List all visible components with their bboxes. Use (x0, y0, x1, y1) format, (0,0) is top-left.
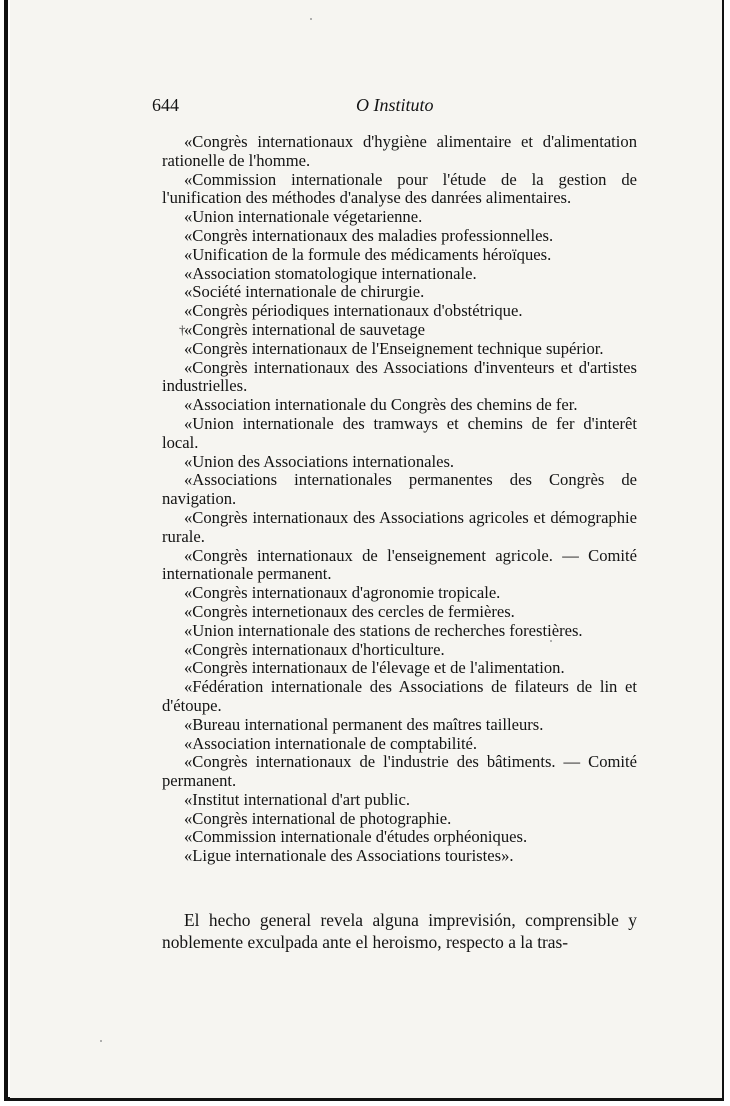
list-item: «Association internationale de comptabilité. (184, 733, 478, 753)
list-item: «Congrès internationaux de l'industrie des bâtiments. — Comité permanent. (162, 752, 637, 791)
list-item: «Associations internationales permanentes des Congrès de navigation. (162, 470, 637, 509)
list-item: «Congrès périodiques internationaux d'obstétrique. (184, 301, 523, 321)
list-item: «Congrès internationaux de l'élevage et de l'alimentation. (184, 658, 565, 678)
organization-list (162, 133, 637, 866)
list-item: «Fédération internationale des Associations de filateurs de lin et d'étoupe. (162, 677, 637, 715)
list-item: «Union internationale des tramways et chemins de fer d'interêt local. (162, 413, 637, 452)
list-item: «Congrès internationaux de l'Enseignement technique supérior. (184, 338, 604, 358)
list-item: «Congrès internationaux d'hygiène alimentaire et d'alimentation rationelle de l'homme. (162, 132, 637, 170)
list-item: «Congrès internationaux des Associations agricoles et démographie rurale. (162, 507, 637, 546)
list-item: «Bureau international permanent des maîtres tailleurs. (184, 714, 544, 734)
list-item: «Union internationale des stations de recherches forestières. (184, 620, 583, 640)
list-item: «Commission internationale d'études orphéoniques. (184, 827, 528, 847)
list-item: «Ligue internationale des Associations touristes». (184, 846, 514, 866)
list-item: «Congrès internationaux des maladies professionnelles. (184, 225, 554, 245)
paper-speck (310, 18, 312, 20)
list-item: «Commission internationale pour l'étude de la gestion de l'unification des méthodes d'analyse des danrées alimentaires. (162, 169, 637, 208)
paper-speck (100, 1040, 102, 1042)
list-item: «Congrès internationaux d'agronomie tropicale. (184, 583, 501, 603)
list-item: «Congrès internationaux de l'enseignement agricole. — Comité internationale permanent. (162, 545, 637, 584)
list-item: «Congrès internetionaux des cercles de fermières. (184, 601, 515, 621)
list-item: † «Congrès international de sauvetage (162, 321, 637, 340)
list-item: «Congrès internationaux d'horticulture. (184, 639, 445, 659)
page-header (152, 95, 638, 117)
running-title: O Instituto (356, 95, 434, 115)
list-item: «Institut international d'art public. (184, 789, 411, 809)
list-item: «Unification de la formule des médicaments héroïques. (184, 244, 552, 264)
list-item: «Association stomatologique internationale. (184, 263, 477, 283)
list-item: «Union internationale végetarienne. (184, 207, 423, 227)
list-item: «Congrès international de photographie. (184, 808, 452, 828)
list-item: «Société internationale de chirurgie. (184, 282, 425, 302)
page-number: 644 (152, 95, 179, 115)
list-item: «Congrès internationaux des Associations d'inventeurs et d'artistes industrielles. (162, 357, 637, 396)
list-item: «Union des Associations internationales. (184, 451, 455, 471)
body-paragraph: El hecho general revela alguna imprevisión, comprensible y noblemente exculpada ante el heroismo, respecto a la tras- (162, 910, 637, 952)
list-item: «Association internationale du Congrès des chemins de fer. (184, 395, 578, 415)
